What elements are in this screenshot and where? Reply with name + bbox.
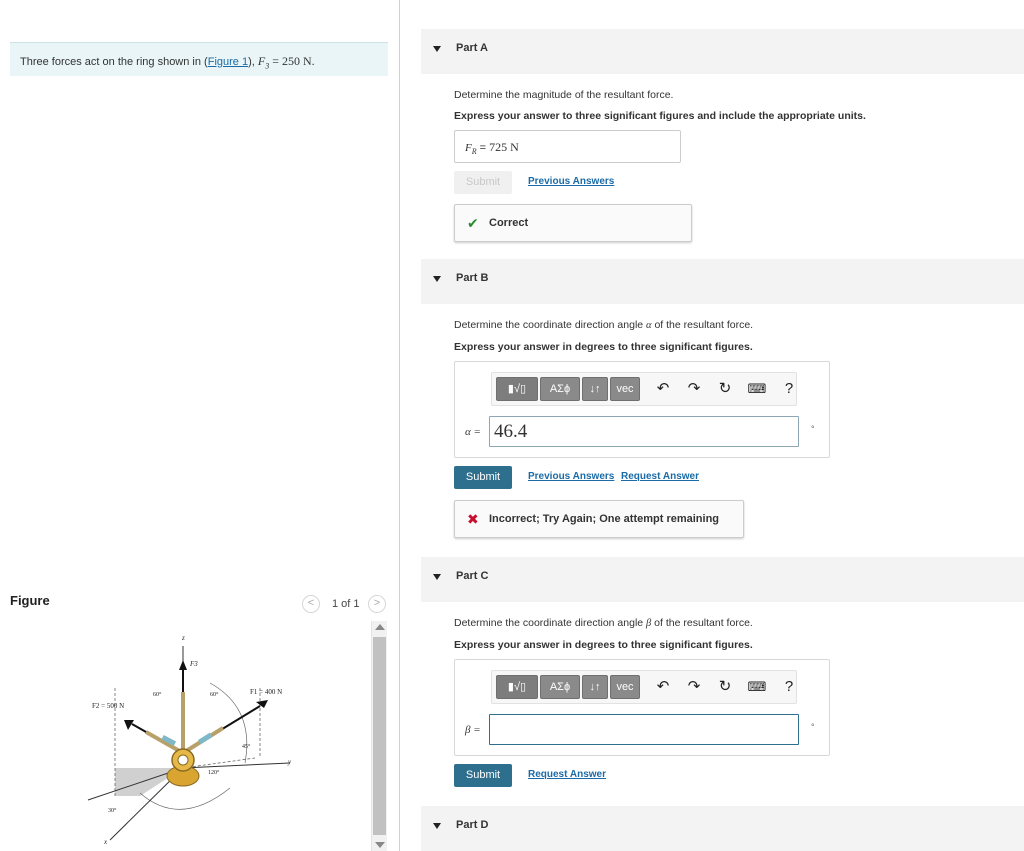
label-x: x xyxy=(104,838,108,846)
keyboard-icon[interactable]: ⌨ xyxy=(747,679,767,694)
help-icon[interactable]: ? xyxy=(784,380,794,397)
part-a-instruction: Express your answer to three significant figures and include the appropriate units. xyxy=(454,110,866,122)
greek-button[interactable]: ΑΣϕ xyxy=(540,675,580,699)
part-c-label: Part C xyxy=(456,570,489,582)
problem-statement xyxy=(10,42,388,76)
part-d-header[interactable] xyxy=(421,806,1024,851)
problem-panel xyxy=(0,0,399,851)
problem-text-mid: ), xyxy=(248,56,258,68)
redo-icon[interactable]: ↷ xyxy=(687,380,701,397)
part-b-submit-button[interactable]: Submit xyxy=(454,466,512,489)
part-a-var: $F_R$ xyxy=(465,142,477,157)
part-b-previous-answers-link[interactable]: Previous Answers xyxy=(528,471,615,482)
part-b-header[interactable] xyxy=(421,259,1024,304)
problem-text-prefix: Three forces act on the ring shown in ( xyxy=(20,56,208,68)
greek-button[interactable]: ΑΣϕ xyxy=(540,377,580,401)
part-c-instruction: Express your answer in degrees to three significant figures. xyxy=(454,639,753,651)
column-divider xyxy=(399,0,400,851)
collapse-triangle-icon[interactable] xyxy=(433,276,441,282)
checkmark-icon: ✔ xyxy=(467,215,479,231)
arrows-button[interactable]: ↓↑ xyxy=(582,377,608,401)
math-toolbar xyxy=(491,372,797,406)
part-c-submit-button[interactable]: Submit xyxy=(454,764,512,787)
vec-button[interactable]: vec xyxy=(610,377,640,401)
part-a-submit-button[interactable]: Submit xyxy=(454,171,512,194)
chevron-left-icon[interactable]: < xyxy=(302,595,320,613)
part-a-feedback-text: Correct xyxy=(489,217,529,229)
part-b-request-answer-link[interactable]: Request Answer xyxy=(621,471,699,482)
label-45: 45° xyxy=(242,744,251,750)
part-b-instruction: Express your answer in degrees to three significant figures. xyxy=(454,341,753,353)
label-120: 120° xyxy=(208,770,220,776)
reset-icon[interactable]: ↻ xyxy=(718,380,732,397)
figure-scrollbar[interactable] xyxy=(371,621,387,851)
figure-link[interactable]: Figure 1 xyxy=(207,56,249,68)
part-c-request-answer-link[interactable]: Request Answer xyxy=(528,769,606,780)
label-f1: F1 = 400 N xyxy=(250,688,283,696)
scroll-down-icon[interactable] xyxy=(375,842,385,848)
arrows-button[interactable]: ↓↑ xyxy=(582,675,608,699)
label-30: 30° xyxy=(108,808,117,814)
part-b-prompt: Determine the coordinate direction angle α of the resultant force. xyxy=(454,319,754,331)
x-mark-icon: ✖ xyxy=(467,511,479,527)
templates-button[interactable]: ▮√▯ xyxy=(496,377,538,401)
label-f2: F2 = 500 N xyxy=(92,702,125,710)
collapse-triangle-icon[interactable] xyxy=(433,46,441,52)
figure-title: Figure xyxy=(10,593,50,608)
part-a-header[interactable] xyxy=(421,29,1024,74)
collapse-triangle-icon[interactable] xyxy=(433,823,441,829)
part-a-value: 725 N xyxy=(489,140,519,154)
part-b-feedback xyxy=(454,500,744,538)
label-z: z xyxy=(182,634,185,642)
part-a-previous-answers-link[interactable]: Previous Answers xyxy=(528,176,615,187)
part-b-label: Part B xyxy=(456,272,489,284)
part-a-label: Part A xyxy=(456,42,488,54)
scroll-thumb[interactable] xyxy=(373,637,386,835)
beta-label: β = xyxy=(465,724,481,736)
help-icon[interactable]: ? xyxy=(784,678,794,695)
alpha-label: α = xyxy=(465,426,481,438)
undo-icon[interactable]: ↶ xyxy=(656,678,670,695)
keyboard-icon[interactable]: ⌨ xyxy=(747,381,767,396)
part-d-label: Part D xyxy=(456,819,489,831)
undo-icon[interactable]: ↶ xyxy=(656,380,670,397)
label-60a: 60° xyxy=(153,692,162,698)
part-c-header[interactable] xyxy=(421,557,1024,602)
vec-button[interactable]: vec xyxy=(610,675,640,699)
part-b-feedback-text: Incorrect; Try Again; One attempt remaining xyxy=(489,513,720,525)
part-a-equals: = xyxy=(476,142,490,154)
degree-unit: ° xyxy=(811,424,815,434)
label-60b: 60° xyxy=(210,692,219,698)
part-c-answer-panel xyxy=(454,659,830,756)
force-variable: $F_3$ xyxy=(257,54,270,71)
label-f3: F3 xyxy=(190,660,198,668)
part-a-feedback xyxy=(454,204,692,242)
redo-icon[interactable]: ↷ xyxy=(687,678,701,695)
part-b-answer-panel xyxy=(454,361,830,458)
templates-button[interactable]: ▮√▯ xyxy=(496,675,538,699)
math-toolbar xyxy=(491,670,797,704)
scroll-up-icon[interactable] xyxy=(375,624,385,630)
part-c-prompt: Determine the coordinate direction angle β of the resultant force. xyxy=(454,617,753,629)
alpha-input[interactable]: 46.4 xyxy=(489,416,799,447)
beta-input[interactable] xyxy=(489,714,799,745)
chevron-right-icon[interactable]: > xyxy=(368,595,386,613)
reset-icon[interactable]: ↻ xyxy=(718,678,732,695)
figure-pager: 1 of 1 xyxy=(332,598,360,610)
degree-unit: ° xyxy=(811,722,815,732)
part-a-answer-field[interactable] xyxy=(454,130,681,163)
force-value: = 250 N. xyxy=(269,54,315,68)
part-a-prompt: Determine the magnitude of the resultant force. xyxy=(454,89,674,101)
force-diagram xyxy=(80,628,310,848)
collapse-triangle-icon[interactable] xyxy=(433,574,441,580)
label-y: y xyxy=(288,758,292,766)
